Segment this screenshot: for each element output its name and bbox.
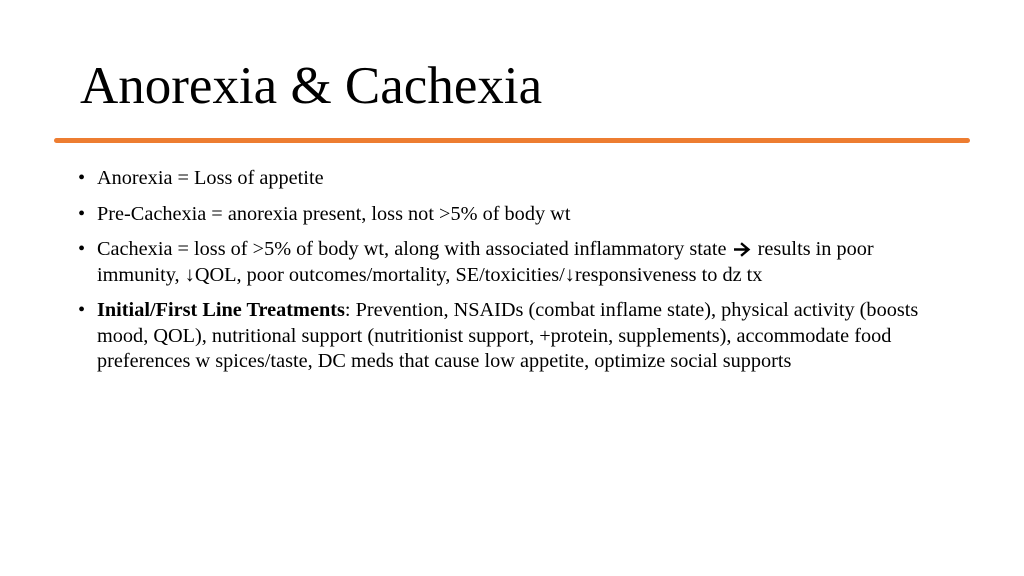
bullet-text-before-arrow: Cachexia = loss of >5% of body wt, along with associated inflammatory state — [97, 238, 727, 261]
bullet-item-anorexia — [0, 166, 1024, 191]
bullet-text: Anorexia = Loss of appetite — [97, 167, 324, 189]
bullet-text: : Prevention, NSAIDs (combat inflame state), physical activity (boosts mood, QOL), nutritional support (nutritionist support, +protein, supplements), accommodate food preferences w spices/taste, DC meds that cause low appetite, optimize social supports — [97, 299, 919, 372]
bullet-dot: • — [78, 202, 86, 225]
bullet-text: Pre-Cachexia = anorexia present, loss not >5% of body wt — [97, 202, 571, 225]
slide-title: Anorexia & Cachexia — [80, 57, 543, 115]
bullet-item-treatments — [0, 298, 1024, 374]
bullet-dot: • — [78, 299, 86, 322]
bullet-list — [0, 166, 1024, 385]
bullet-text-after-arrow: results in poor immunity, ↓QOL, poor outcomes/mortality, SE/toxicities/↓responsiveness to dz tx — [97, 238, 874, 286]
title-underline — [54, 138, 970, 143]
bullet-item-cachexia — [0, 237, 1024, 288]
bullet-dot: • — [78, 167, 86, 189]
bullet-lead-heading: Initial/First Line Treatments — [97, 299, 345, 322]
bullet-item-pre-cachexia — [0, 202, 1024, 227]
right-arrow-icon — [734, 242, 751, 257]
bullet-dot: • — [78, 238, 86, 261]
